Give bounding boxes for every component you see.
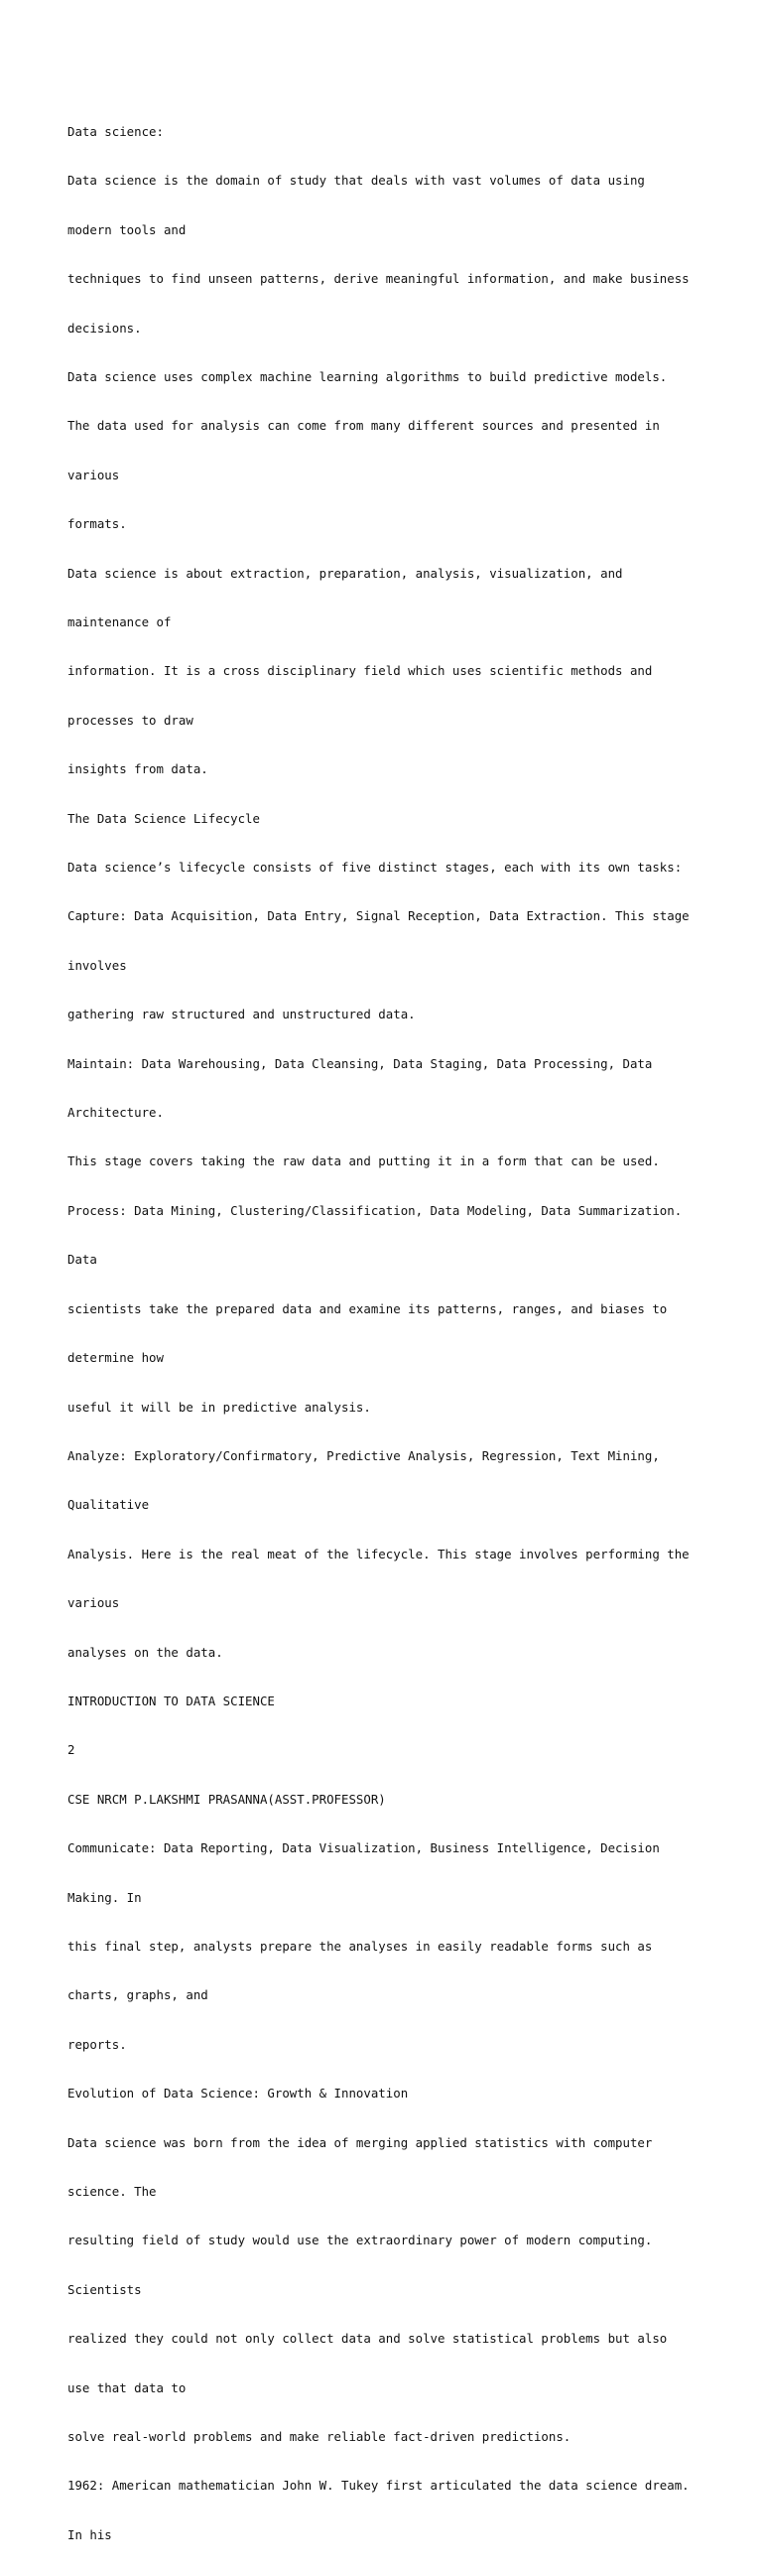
document-heading: Data science: xyxy=(67,123,164,139)
text-line: this final step, analysts prepare the analyses in easily readable forms such as xyxy=(67,1938,653,1954)
text-line: scientists take the prepared data and examine its patterns, ranges, and biases to xyxy=(67,1300,668,1316)
section-heading: Evolution of Data Science: Growth & Innovation xyxy=(67,2086,409,2101)
document-body xyxy=(67,91,752,2576)
text-line: Architecture. xyxy=(67,1105,164,1121)
text-line: useful it will be in predictive analysis. xyxy=(67,1399,371,1415)
text-line: Qualitative xyxy=(67,1497,150,1513)
text-line: analyses on the data. xyxy=(67,1644,223,1660)
text-line: techniques to find unseen patterns, derive meaningful information, and make business xyxy=(67,271,690,287)
text-line: formats. xyxy=(67,516,127,532)
text-line: involves xyxy=(67,957,127,973)
page-number: 2 xyxy=(67,1742,75,1758)
text-line: determine how xyxy=(67,1350,164,1366)
text-line: use that data to xyxy=(67,2379,187,2395)
text-line: information. It is a cross disciplinary field which uses scientific methods and xyxy=(67,663,653,679)
running-footer: CSE NRCM P.LAKSHMI PRASANNA(ASST.PROFESSOR) xyxy=(67,1791,386,1807)
text-line: Data xyxy=(67,1252,97,1268)
text-line: insights from data. xyxy=(67,761,208,777)
text-line: maintenance of xyxy=(67,614,172,629)
text-line: processes to draw xyxy=(67,712,193,728)
text-line: various xyxy=(67,467,120,482)
text-line: Analysis. Here is the real meat of the lifecycle. This stage involves performing the xyxy=(67,1546,690,1561)
text-line: various xyxy=(67,1595,120,1611)
text-line: Maintain: Data Warehousing, Data Cleansing, Data Staging, Data Processing, Data xyxy=(67,1055,653,1071)
text-line: realized they could not only collect data and solve statistical problems but also xyxy=(67,2331,668,2347)
text-line: Analyze: Exploratory/Confirmatory, Predictive Analysis, Regression, Text Mining, xyxy=(67,1447,660,1463)
text-line: In his xyxy=(67,2526,112,2542)
text-line: decisions. xyxy=(67,320,142,336)
text-line: solve real-world problems and make reliable fact-driven predictions. xyxy=(67,2429,572,2445)
section-heading: The Data Science Lifecycle xyxy=(67,810,260,826)
text-line: reports. xyxy=(67,2036,127,2052)
text-line: The data used for analysis can come from many different sources and presented in xyxy=(67,418,660,434)
text-line: Data science is the domain of study that deals with vast volumes of data using xyxy=(67,173,645,189)
text-line: charts, graphs, and xyxy=(67,1987,208,2003)
text-line: Making. In xyxy=(67,1889,142,1905)
text-line: This stage covers taking the raw data and putting it in a form that can be used. xyxy=(67,1153,660,1169)
text-line: Process: Data Mining, Clustering/Classification, Data Modeling, Data Summarization. xyxy=(67,1202,683,1218)
running-header: INTRODUCTION TO DATA SCIENCE xyxy=(67,1693,275,1708)
text-line: Communicate: Data Reporting, Data Visualization, Business Intelligence, Decision xyxy=(67,1840,660,1856)
text-line: modern tools and xyxy=(67,221,187,237)
text-line: Data science was born from the idea of merging applied statistics with computer xyxy=(67,2134,653,2150)
text-line: resulting field of study would use the extraordinary power of modern computing. xyxy=(67,2233,653,2248)
text-line: Data science’s lifecycle consists of five distinct stages, each with its own tasks: xyxy=(67,860,683,876)
text-line: Data science uses complex machine learning algorithms to build predictive models. xyxy=(67,368,668,384)
text-line: Capture: Data Acquisition, Data Entry, Signal Reception, Data Extraction. This stage xyxy=(67,908,690,924)
text-line: Scientists xyxy=(67,2281,142,2297)
text-line: science. The xyxy=(67,2184,157,2199)
text-line: 1962: American mathematician John W. Tukey first articulated the data science dream. xyxy=(67,2478,690,2494)
text-line: gathering raw structured and unstructured data. xyxy=(67,1007,416,1022)
text-line: Data science is about extraction, preparation, analysis, visualization, and xyxy=(67,565,623,581)
